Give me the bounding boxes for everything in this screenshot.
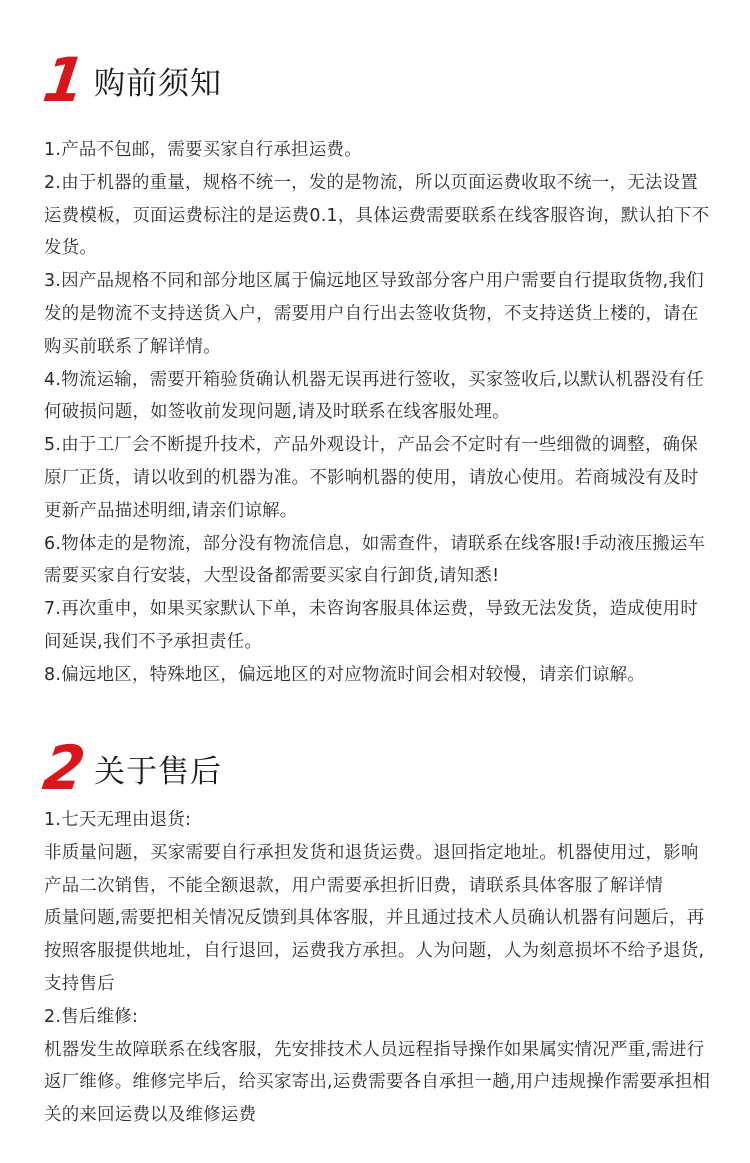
notice-item: 6.物体走的是物流，部分没有物流信息，如需查件，请联系在线客服!手动液压搬运车需要买家自行安装，大型设备都需要买家自行卸货,请知悉! bbox=[44, 533, 706, 587]
notice-item: 1.七天无理由退货: bbox=[44, 810, 192, 830]
notice-item: 5.由于工厂会不断提升技术，产品外观设计，产品会不定时有一些细微的调整，确保原厂正货，请以收到的机器为准。不影响机器的使用，请放心使用。若商城没有及时更新产品描述明细,请亲们谅解。 bbox=[44, 435, 699, 521]
section-number: 1 bbox=[38, 44, 88, 116]
section-title: 关于售后 bbox=[94, 753, 222, 790]
section-body bbox=[44, 804, 714, 1132]
notice-item: 2.由于机器的重量，规格不统一，发的是物流，所以页面运费收取不统一，无法设置运费模板，页面运费标注的是运费0.1，具体运费需要联系在线客服咨询，默认拍下不发货。 bbox=[44, 172, 710, 259]
section-title: 购前须知 bbox=[94, 65, 222, 102]
section-body bbox=[44, 134, 714, 692]
notice-item: 3.因产品规格不同和部分地区属于偏远地区导致部分客户用户需要自行提取货物,我们发的是物流不支持送货入户，需要用户自行出去签收货物，不支持送货上楼的，请在购买前联系了解详情。 bbox=[44, 271, 704, 357]
section-heading bbox=[38, 732, 714, 804]
section-heading bbox=[38, 44, 714, 116]
section-after-sales bbox=[38, 732, 714, 1132]
notice-item: 机器发生故障联系在线客服，先安排技术人员远程指导操作如果属实情况严重,需进行返厂维修。维修完毕后，给买家寄出,运费需要各自承担一趟,用户违规操作需要承担相关的来回运费以及维修运费 bbox=[44, 1039, 711, 1126]
section-pre-purchase bbox=[38, 44, 714, 692]
notice-item: 2.售后维修: bbox=[44, 1006, 139, 1027]
section-number: 2 bbox=[38, 732, 88, 804]
notice-item: 1.产品不包邮，需要买家自行承担运费。 bbox=[44, 140, 362, 160]
notice-item: 4.物流运输，需要开箱验货确认机器无误再进行签收，买家签收后,以默认机器没有任何破损问题，如签收前发现问题,请及时联系在线客服处理。 bbox=[44, 369, 704, 423]
notice-item: 8.偏远地区，特殊地区，偏远地区的对应物流时间会相对较慢，请亲们谅解。 bbox=[44, 664, 645, 685]
notice-item: 质量问题,需要把相关情况反馈到具体客服，并且通过技术人员确认机器有问题后，再按照客服提供地址，自行退回，运费我方承担。人为问题，人为刻意损坏不给予退货,支持售后 bbox=[44, 908, 705, 994]
notice-item: 非质量问题，买家需要自行承担发货和退货运费。退回指定地址。机器使用过，影响产品二次销售，不能全额退款，用户需要承担折旧费，请联系具体客服了解详情 bbox=[44, 842, 699, 896]
notice-item: 7.再次重申，如果买家默认下单，未咨询客服具体运费，导致无法发货，造成使用时间延误,我们不予承担责任。 bbox=[44, 599, 699, 652]
